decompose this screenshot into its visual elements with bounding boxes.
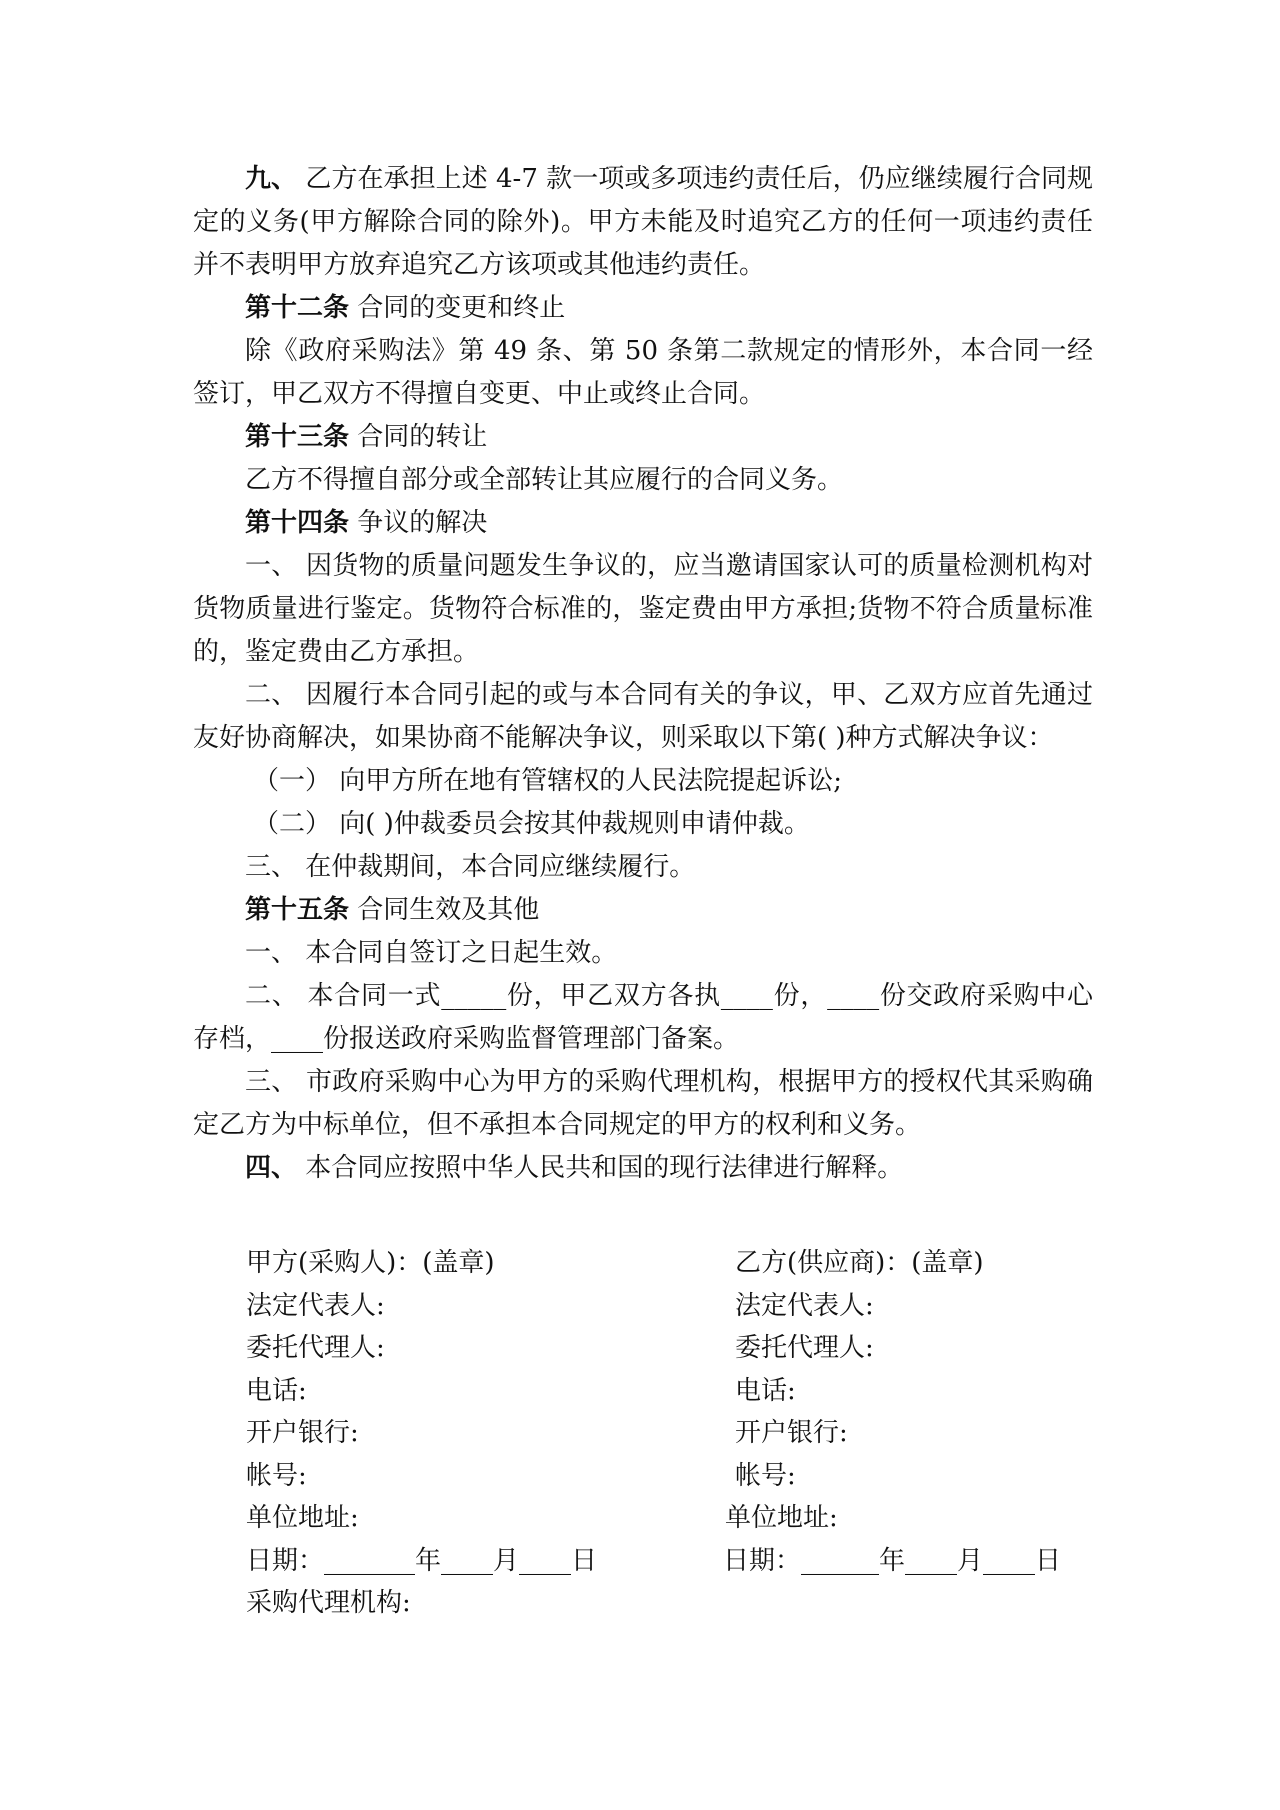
clause-text: 二、 本合同一式_____份，甲乙双方各执____份，____份交政府采购中心存档，____份报送政府采购监督管理部门备案。 bbox=[193, 981, 1093, 1054]
party-a-agent: 委托代理人: bbox=[246, 1333, 385, 1363]
article-title: 合同生效及其他 bbox=[349, 895, 540, 925]
article-12-heading bbox=[193, 287, 1093, 330]
clause-text: 一、 因货物的质量问题发生争议的，应当邀请国家认可的质量检测机构对货物质量进行鉴定。货物符合标准的，鉴定费由甲方承担;货物不符合质量标准的，鉴定费由乙方承担。 bbox=[193, 551, 1093, 667]
clause-nine bbox=[193, 158, 1093, 287]
article-15-clause-4 bbox=[193, 1147, 1093, 1190]
party-a-phone: 电话: bbox=[246, 1375, 307, 1406]
article-13-heading bbox=[193, 416, 1093, 459]
article-15-clause-3 bbox=[193, 1061, 1093, 1147]
contract-body bbox=[193, 158, 1093, 1190]
article-15-clause-1 bbox=[193, 932, 1093, 975]
dispute-option-2: （二） 向( )仲裁委员会按其仲裁规则申请仲裁。 bbox=[253, 809, 810, 839]
article-13-text bbox=[193, 459, 1093, 502]
party-a-address: 单位地址: bbox=[246, 1503, 359, 1533]
clause-text: 二、 因履行本合同引起的或与本合同有关的争议，甲、乙双方应首先通过友好协商解决，如果协商不能解决争议，则采取以下第( )种方式解决争议： bbox=[193, 680, 1093, 753]
clause-text: 一、 本合同自签订之日起生效。 bbox=[245, 938, 618, 968]
party-b-title: 乙方(供应商)：(盖章) bbox=[735, 1248, 984, 1278]
clause-text: 除《政府采购法》第 49 条、第 50 条第二款规定的情形外，本合同一经签订，甲乙双方不得擅自变更、中止或终止合同。 bbox=[193, 336, 1093, 409]
party-b-agent: 委托代理人: bbox=[735, 1333, 874, 1363]
article-number: 第十二条 bbox=[245, 293, 350, 323]
article-number: 第十五条 bbox=[245, 895, 350, 925]
party-a-bank: 开户银行: bbox=[246, 1418, 359, 1448]
clause-text: 乙方在承担上述 4-7 款一项或多项违约责任后，仍应继续履行合同规定的义务(甲方解除合同的除外)。甲方未能及时追究乙方的任何一项违约责任并不表明甲方放弃追究乙方该项或其他违约责任。 bbox=[193, 164, 1093, 280]
party-a-title: 甲方(采购人)：(盖章) bbox=[246, 1248, 495, 1278]
article-14-clause-3 bbox=[193, 846, 1093, 889]
dispute-option-1: （一） 向甲方所在地有管辖权的人民法院提起诉讼; bbox=[253, 766, 843, 796]
article-title: 合同的变更和终止 bbox=[349, 293, 566, 323]
party-a-signature-block bbox=[246, 1242, 706, 1625]
article-number: 第十三条 bbox=[245, 422, 350, 452]
party-b-legal-rep: 法定代表人: bbox=[735, 1290, 874, 1321]
article-12-text bbox=[193, 330, 1093, 416]
clause-text: 乙方不得擅自部分或全部转让其应履行的合同义务。 bbox=[245, 465, 844, 495]
party-a-legal-rep: 法定代表人: bbox=[246, 1290, 385, 1321]
party-b-date: 日期：______年____月____日 bbox=[723, 1545, 1062, 1576]
article-14-clause-2 bbox=[193, 674, 1093, 760]
article-14-clause-1 bbox=[193, 545, 1093, 674]
party-a-date: 日期：_______年____月____日 bbox=[246, 1545, 598, 1576]
procurement-agency: 采购代理机构: bbox=[246, 1588, 411, 1618]
clause-text: 本合同应按照中华人民共和国的现行法律进行解释。 bbox=[297, 1153, 904, 1183]
party-b-account: 帐号: bbox=[735, 1460, 796, 1491]
clause-lead: 四、 bbox=[245, 1153, 298, 1183]
party-b-bank: 开户银行: bbox=[735, 1418, 848, 1448]
party-b-address: 单位地址: bbox=[725, 1503, 838, 1533]
article-14-heading bbox=[193, 502, 1093, 545]
article-title: 合同的转让 bbox=[349, 422, 488, 452]
party-b-phone: 电话: bbox=[735, 1375, 796, 1406]
clause-text: 三、 市政府采购中心为甲方的采购代理机构，根据甲方的授权代其采购确定乙方为中标单位，但不承担本合同规定的甲方的权利和义务。 bbox=[193, 1067, 1093, 1140]
article-number: 第十四条 bbox=[245, 508, 350, 538]
article-15-heading bbox=[193, 889, 1093, 932]
party-a-account: 帐号: bbox=[246, 1460, 307, 1491]
party-b-signature-block bbox=[723, 1242, 1135, 1582]
clause-text: 三、 在仲裁期间，本合同应继续履行。 bbox=[245, 852, 696, 882]
clause-lead: 九、 bbox=[245, 164, 298, 194]
article-15-clause-2 bbox=[193, 975, 1093, 1061]
article-title: 争议的解决 bbox=[349, 508, 488, 538]
